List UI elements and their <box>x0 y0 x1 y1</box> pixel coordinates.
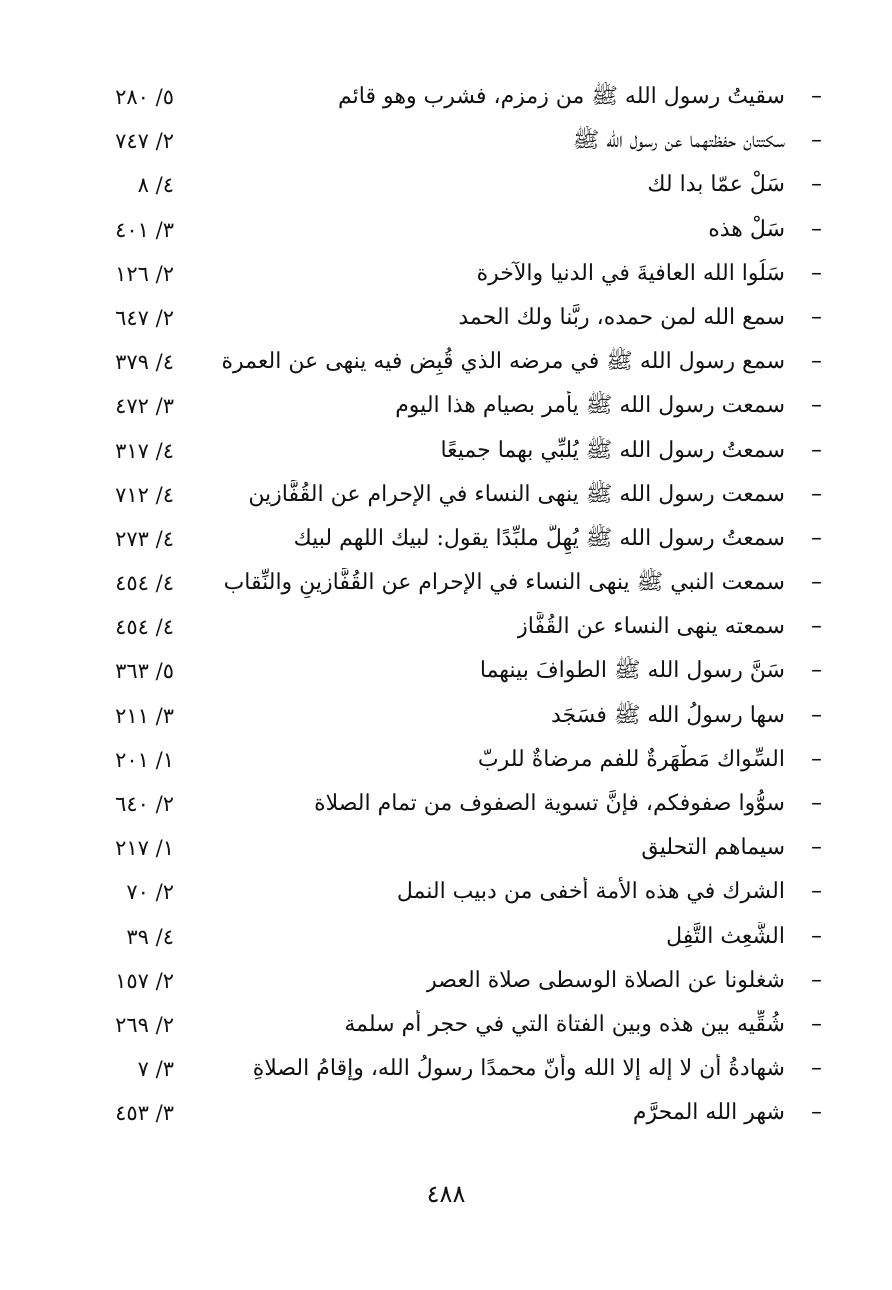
list-item <box>0 385 892 429</box>
entry-reference: ٤/ ٧١٢ <box>115 482 174 507</box>
entry-reference: ٣/ ٤٧٢ <box>115 394 174 419</box>
entry-dash: – <box>811 172 822 198</box>
entry-dash: – <box>811 393 822 419</box>
list-item <box>0 341 892 385</box>
entry-dash: – <box>811 923 822 949</box>
entry-text: سمعته ينهى النساء عن القُفَّاز <box>517 614 785 640</box>
list-item <box>0 606 892 650</box>
entry-dash: – <box>811 216 822 242</box>
entry-reference: ٢/ ١٥٧ <box>115 968 174 993</box>
entry-dash: – <box>811 835 822 861</box>
entry-text: شغلونا عن الصلاة الوسطى صلاة العصر <box>426 967 785 993</box>
entry-dash: – <box>811 260 822 286</box>
entry-dash: – <box>811 437 822 463</box>
entry-dash: – <box>811 702 822 728</box>
entry-dash: – <box>811 746 822 772</box>
entry-text: سمعت رسول الله ﷺ ينهى النساء في الإحرام عن القُفَّازين <box>248 481 785 507</box>
list-item <box>0 871 892 915</box>
list-item <box>0 783 892 827</box>
entry-text: سَنَّ رسول الله ﷺ الطوافَ بينهما <box>479 658 785 684</box>
list-item <box>0 474 892 518</box>
entry-dash: – <box>811 1011 822 1037</box>
list-item <box>0 76 892 120</box>
entry-reference: ٣/ ٤٠١ <box>115 217 174 242</box>
list-item <box>0 960 892 1004</box>
entry-reference: ٤/ ٤٥٤ <box>115 615 174 640</box>
entry-reference: ٤/ ٨ <box>137 173 174 198</box>
entry-text: الشرك في هذه الأمة أخفى من دبيب النمل <box>396 879 785 905</box>
entry-reference: ٣/ ٢١١ <box>115 703 174 728</box>
entry-reference: ٢/ ٦٤٠ <box>115 792 174 816</box>
entry-reference: ١/ ٢٠١ <box>115 747 174 772</box>
entry-text: سَلُوا الله العافيةَ في الدنيا والآخرة <box>476 260 785 286</box>
entry-reference: ٣/ ٤٥٣ <box>115 1101 174 1126</box>
entry-text: شُقِّيه بين هذه وبين الفتاة التي في حجر أم سلمة <box>344 1011 785 1037</box>
list-item <box>0 1092 892 1136</box>
entry-reference: ٥/ ٣٦٣ <box>115 659 174 684</box>
entry-dash: – <box>811 84 822 109</box>
entry-reference: ١/ ٢١٧ <box>115 836 174 861</box>
entry-reference: ٥/ ٢٨٠ <box>115 85 174 109</box>
entry-dash: – <box>811 525 822 551</box>
entry-dash: – <box>811 128 822 154</box>
entry-reference: ٤/ ٤٥٤ <box>115 571 174 596</box>
entry-reference: ٤/ ٣٧٩ <box>115 350 174 375</box>
entry-text: سيماهم التحليق <box>641 835 785 861</box>
entry-text: سَلْ هذه <box>708 216 785 242</box>
entry-dash: – <box>811 791 822 816</box>
list-item <box>0 827 892 871</box>
list-item <box>0 164 892 208</box>
entry-text: الشَّعِث التَّفِل <box>666 923 785 949</box>
entry-text: سمعتُ رسول الله ﷺ يُهِلُّ ملبِّدًا يقول: لبيك اللهم لبيك <box>293 525 785 551</box>
entry-dash: – <box>811 614 822 640</box>
entry-reference: ٢/ ٢٦٩ <box>115 1012 174 1037</box>
entry-dash: – <box>811 1100 822 1126</box>
entry-text: شهادةُ أن لا إله إلا الله وأنّ محمدًا رسولُ الله، وإقامُ الصلاةِ <box>252 1056 785 1082</box>
list-item <box>0 297 892 341</box>
entry-text: سمعت النبي ﷺ ينهى النساء في الإحرام عن القُفَّازينِ والنِّقاب <box>223 570 785 596</box>
entry-text: شهر الله المحرَّم <box>632 1100 785 1126</box>
entry-reference: ٤/ ٣٩ <box>126 924 174 949</box>
entry-dash: – <box>811 481 822 507</box>
entry-dash: – <box>811 879 822 905</box>
hadith-index-list <box>0 76 892 1137</box>
list-item <box>0 209 892 253</box>
page-number: ٤٨٨ <box>426 1180 466 1208</box>
entry-reference: ٢/ ٦٤٧ <box>115 305 174 330</box>
list-item <box>0 739 892 783</box>
entry-dash: – <box>811 1056 822 1082</box>
list-item <box>0 695 892 739</box>
entry-reference: ٢/ ٧٠ <box>126 880 174 905</box>
list-item <box>0 430 892 474</box>
list-item <box>0 650 892 694</box>
entry-text: سكتتان حفظتهما عن رسول الله ﷺ <box>572 128 785 154</box>
entry-reference: ٢/ ٧٤٧ <box>115 129 174 154</box>
list-item <box>0 518 892 562</box>
entry-text: سمعتُ رسول الله ﷺ يُلبِّي بهما جميعًا <box>440 437 785 463</box>
list-item <box>0 562 892 606</box>
entry-text: سمعت رسول الله ﷺ يأمر بصيام هذا اليوم <box>395 393 785 419</box>
entry-dash: – <box>811 304 822 330</box>
entry-reference: ٤/ ٢٧٣ <box>115 526 174 551</box>
entry-text: سمع الله لمن حمده، ربَّنا ولك الحمد <box>458 304 785 330</box>
entry-text: سمع رسول الله ﷺ في مرضه الذي قُبِض فيه ينهى عن العمرة <box>221 349 785 375</box>
entry-dash: – <box>811 570 822 596</box>
list-item <box>0 253 892 297</box>
list-item <box>0 1004 892 1048</box>
entry-text: سقيتُ رسول الله ﷺ من زمزم، فشرب وهو قائم <box>338 84 785 109</box>
entry-text: سها رسولُ الله ﷺ فسَجَد <box>550 702 785 728</box>
entry-dash: – <box>811 967 822 993</box>
entry-reference: ٤/ ٣١٧ <box>115 438 174 463</box>
list-item <box>0 120 892 164</box>
entry-dash: – <box>811 349 822 375</box>
list-item <box>0 1048 892 1092</box>
entry-text: سَلْ عمّا بدا لك <box>647 172 785 198</box>
entry-reference: ٣/ ٧ <box>137 1057 174 1082</box>
entry-text: سوُّوا صفوفكم، فإنَّ تسوية الصفوف من تمام الصلاة <box>314 791 785 816</box>
list-item <box>0 916 892 960</box>
entry-text: السِّواك مَطْهَرةٌ للفم مرضاةٌ للربّ <box>477 746 785 772</box>
entry-dash: – <box>811 658 822 684</box>
entry-reference: ٢/ ١٢٦ <box>115 261 174 286</box>
